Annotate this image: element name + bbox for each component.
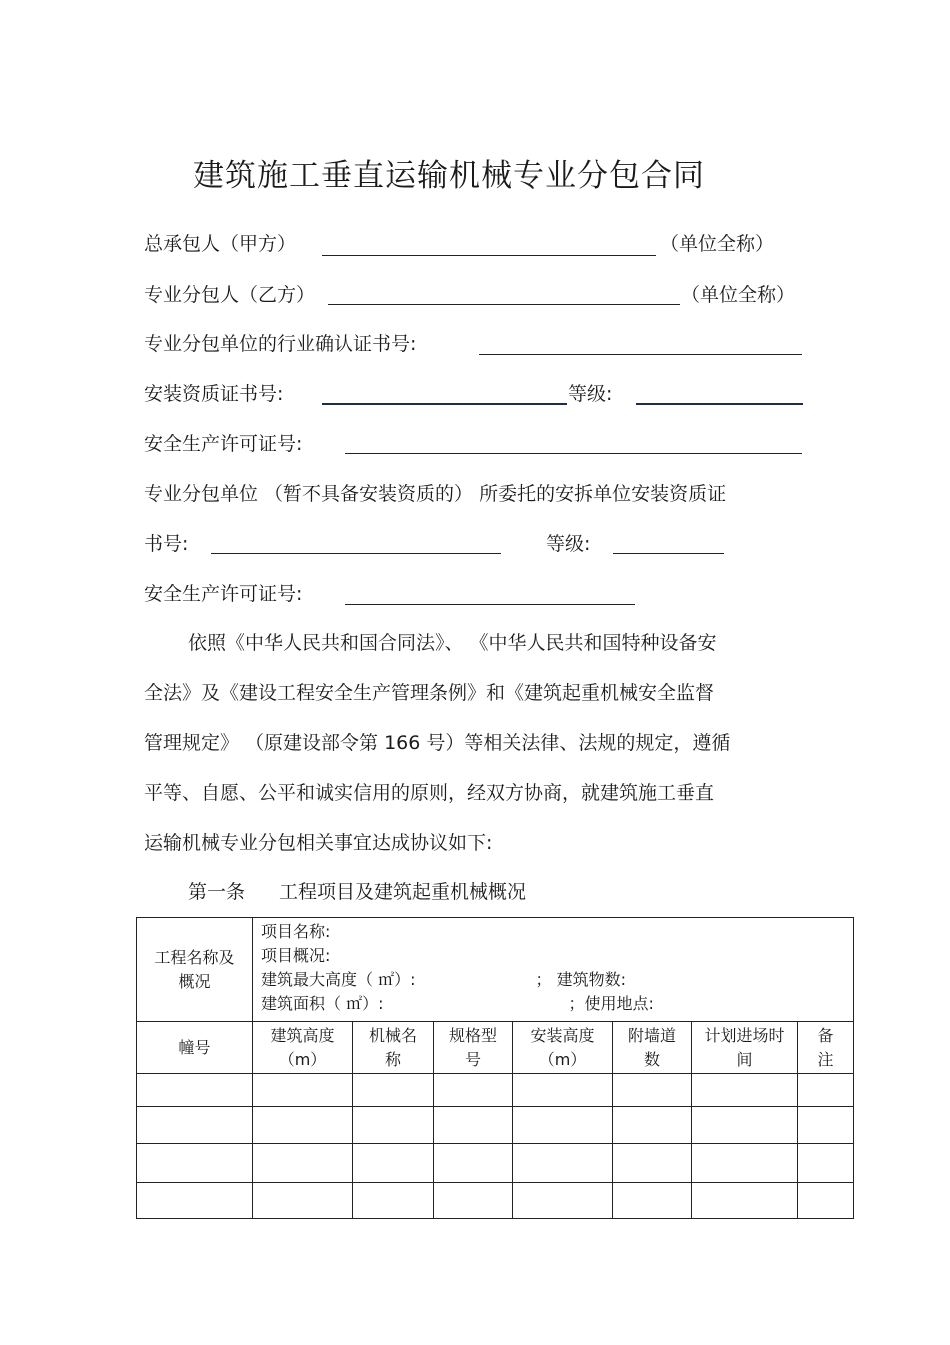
table-cell[interactable] [137,1144,253,1183]
article-number: 第一条 [188,881,246,903]
entrust-grade-input-line[interactable] [613,553,724,554]
safety-permit-input-line[interactable] [345,453,802,454]
entrust-cert-input-line[interactable] [211,553,501,554]
table-cell[interactable] [798,1107,854,1144]
document-title: 建筑施工垂直运输机械专业分包合同 [193,158,705,194]
install-grade-label: 等级: [568,383,613,405]
entrust-safety-input-line[interactable] [345,604,635,605]
install-grade-input-line[interactable] [636,403,803,405]
project-header-cell [137,918,253,1022]
table-row [137,1183,854,1219]
party-a-label: 总承包人（甲方） [144,233,297,255]
table-cell[interactable] [513,1183,613,1219]
column-header: 备注 [798,1022,854,1074]
table-cell[interactable] [798,1144,854,1183]
table-cell[interactable] [692,1074,798,1107]
column-header: 附墙道数 [613,1022,692,1074]
safety-permit-label: 安全生产许可证号: [144,433,303,455]
area-line: 建筑面积（ ㎡）: ；使用地点: [261,994,654,1013]
industry-cert-input-line[interactable] [479,354,802,355]
install-cert-label: 安装资质证书号: [144,383,284,405]
table-cell[interactable] [513,1144,613,1183]
table-cell[interactable] [137,1183,253,1219]
table-cell[interactable] [434,1183,513,1219]
table-cell[interactable] [137,1074,253,1107]
column-header: 幢号 [137,1022,253,1074]
table-cell[interactable] [253,1144,353,1183]
table-cell[interactable] [434,1107,513,1144]
table-cell[interactable] [137,1107,253,1144]
table-cell[interactable] [613,1183,692,1219]
table-cell[interactable] [513,1074,613,1107]
industry-cert-label: 专业分包单位的行业确认证书号: [144,333,417,355]
table-cell[interactable] [434,1074,513,1107]
party-b-input-line[interactable] [328,304,680,305]
table-row [137,1074,854,1107]
party-a-suffix: （单位全称） [660,233,775,255]
table-cell[interactable] [353,1144,434,1183]
project-overview-line: 项目概况: [261,946,331,965]
project-info-cell[interactable] [253,918,854,1022]
table-cell[interactable] [253,1107,353,1144]
project-header-label: 工程名称及概况 [154,947,235,991]
table-cell[interactable] [513,1107,613,1144]
entrust-cert-label: 书号: [144,533,189,555]
table-cell[interactable] [353,1183,434,1219]
entrust-grade-label: 等级: [546,533,591,555]
column-header: 规格型号 [434,1022,513,1074]
party-b-suffix: （单位全称） [681,284,796,306]
table-cell[interactable] [692,1183,798,1219]
max-height-line: 建筑最大高度（ ㎡）: ； 建筑物数: [261,970,626,989]
table-cell[interactable] [692,1107,798,1144]
table-cell[interactable] [613,1074,692,1107]
machinery-table [136,917,854,1219]
table-cell[interactable] [353,1107,434,1144]
table-cell[interactable] [798,1183,854,1219]
paragraph-line: 依照《中华人民共和国合同法》、 《中华人民共和国特种设备安 [188,632,717,654]
paragraph-line: 运输机械专业分包相关事宜达成协议如下: [144,832,493,854]
party-a-input-line[interactable] [322,255,656,256]
table-cell[interactable] [353,1074,434,1107]
project-name-line: 项目名称: [261,922,331,941]
column-header: 安装高度（m） [513,1022,613,1074]
paragraph-line: 管理规定》 （原建设部令第 166 号）等相关法律、法规的规定，遵循 [144,732,731,754]
table-cell[interactable] [613,1144,692,1183]
paragraph-line: 全法》及《建设工程安全生产管理条例》和《建筑起重机械安全监督 [144,682,715,704]
column-header: 建筑高度（m） [253,1022,353,1074]
article-heading: 工程项目及建筑起重机械概况 [279,881,527,903]
table-cell[interactable] [253,1074,353,1107]
entrust-safety-label: 安全生产许可证号: [144,583,303,605]
column-header: 机械名称 [353,1022,434,1074]
table-row [137,1144,854,1183]
table-cell[interactable] [253,1183,353,1219]
table-cell[interactable] [613,1107,692,1144]
column-header: 计划进场时间 [692,1022,798,1074]
install-cert-input-line[interactable] [322,403,567,405]
table-cell[interactable] [434,1144,513,1183]
table-cell[interactable] [692,1144,798,1183]
entrust-line: 专业分包单位 （暂不具备安装资质的） 所委托的安拆单位安装资质证 [144,483,727,505]
table-cell[interactable] [798,1074,854,1107]
party-b-label: 专业分包人（乙方） [144,284,316,306]
table-row [137,1107,854,1144]
paragraph-line: 平等、自愿、公平和诚实信用的原则，经双方协商，就建筑施工垂直 [144,782,715,804]
